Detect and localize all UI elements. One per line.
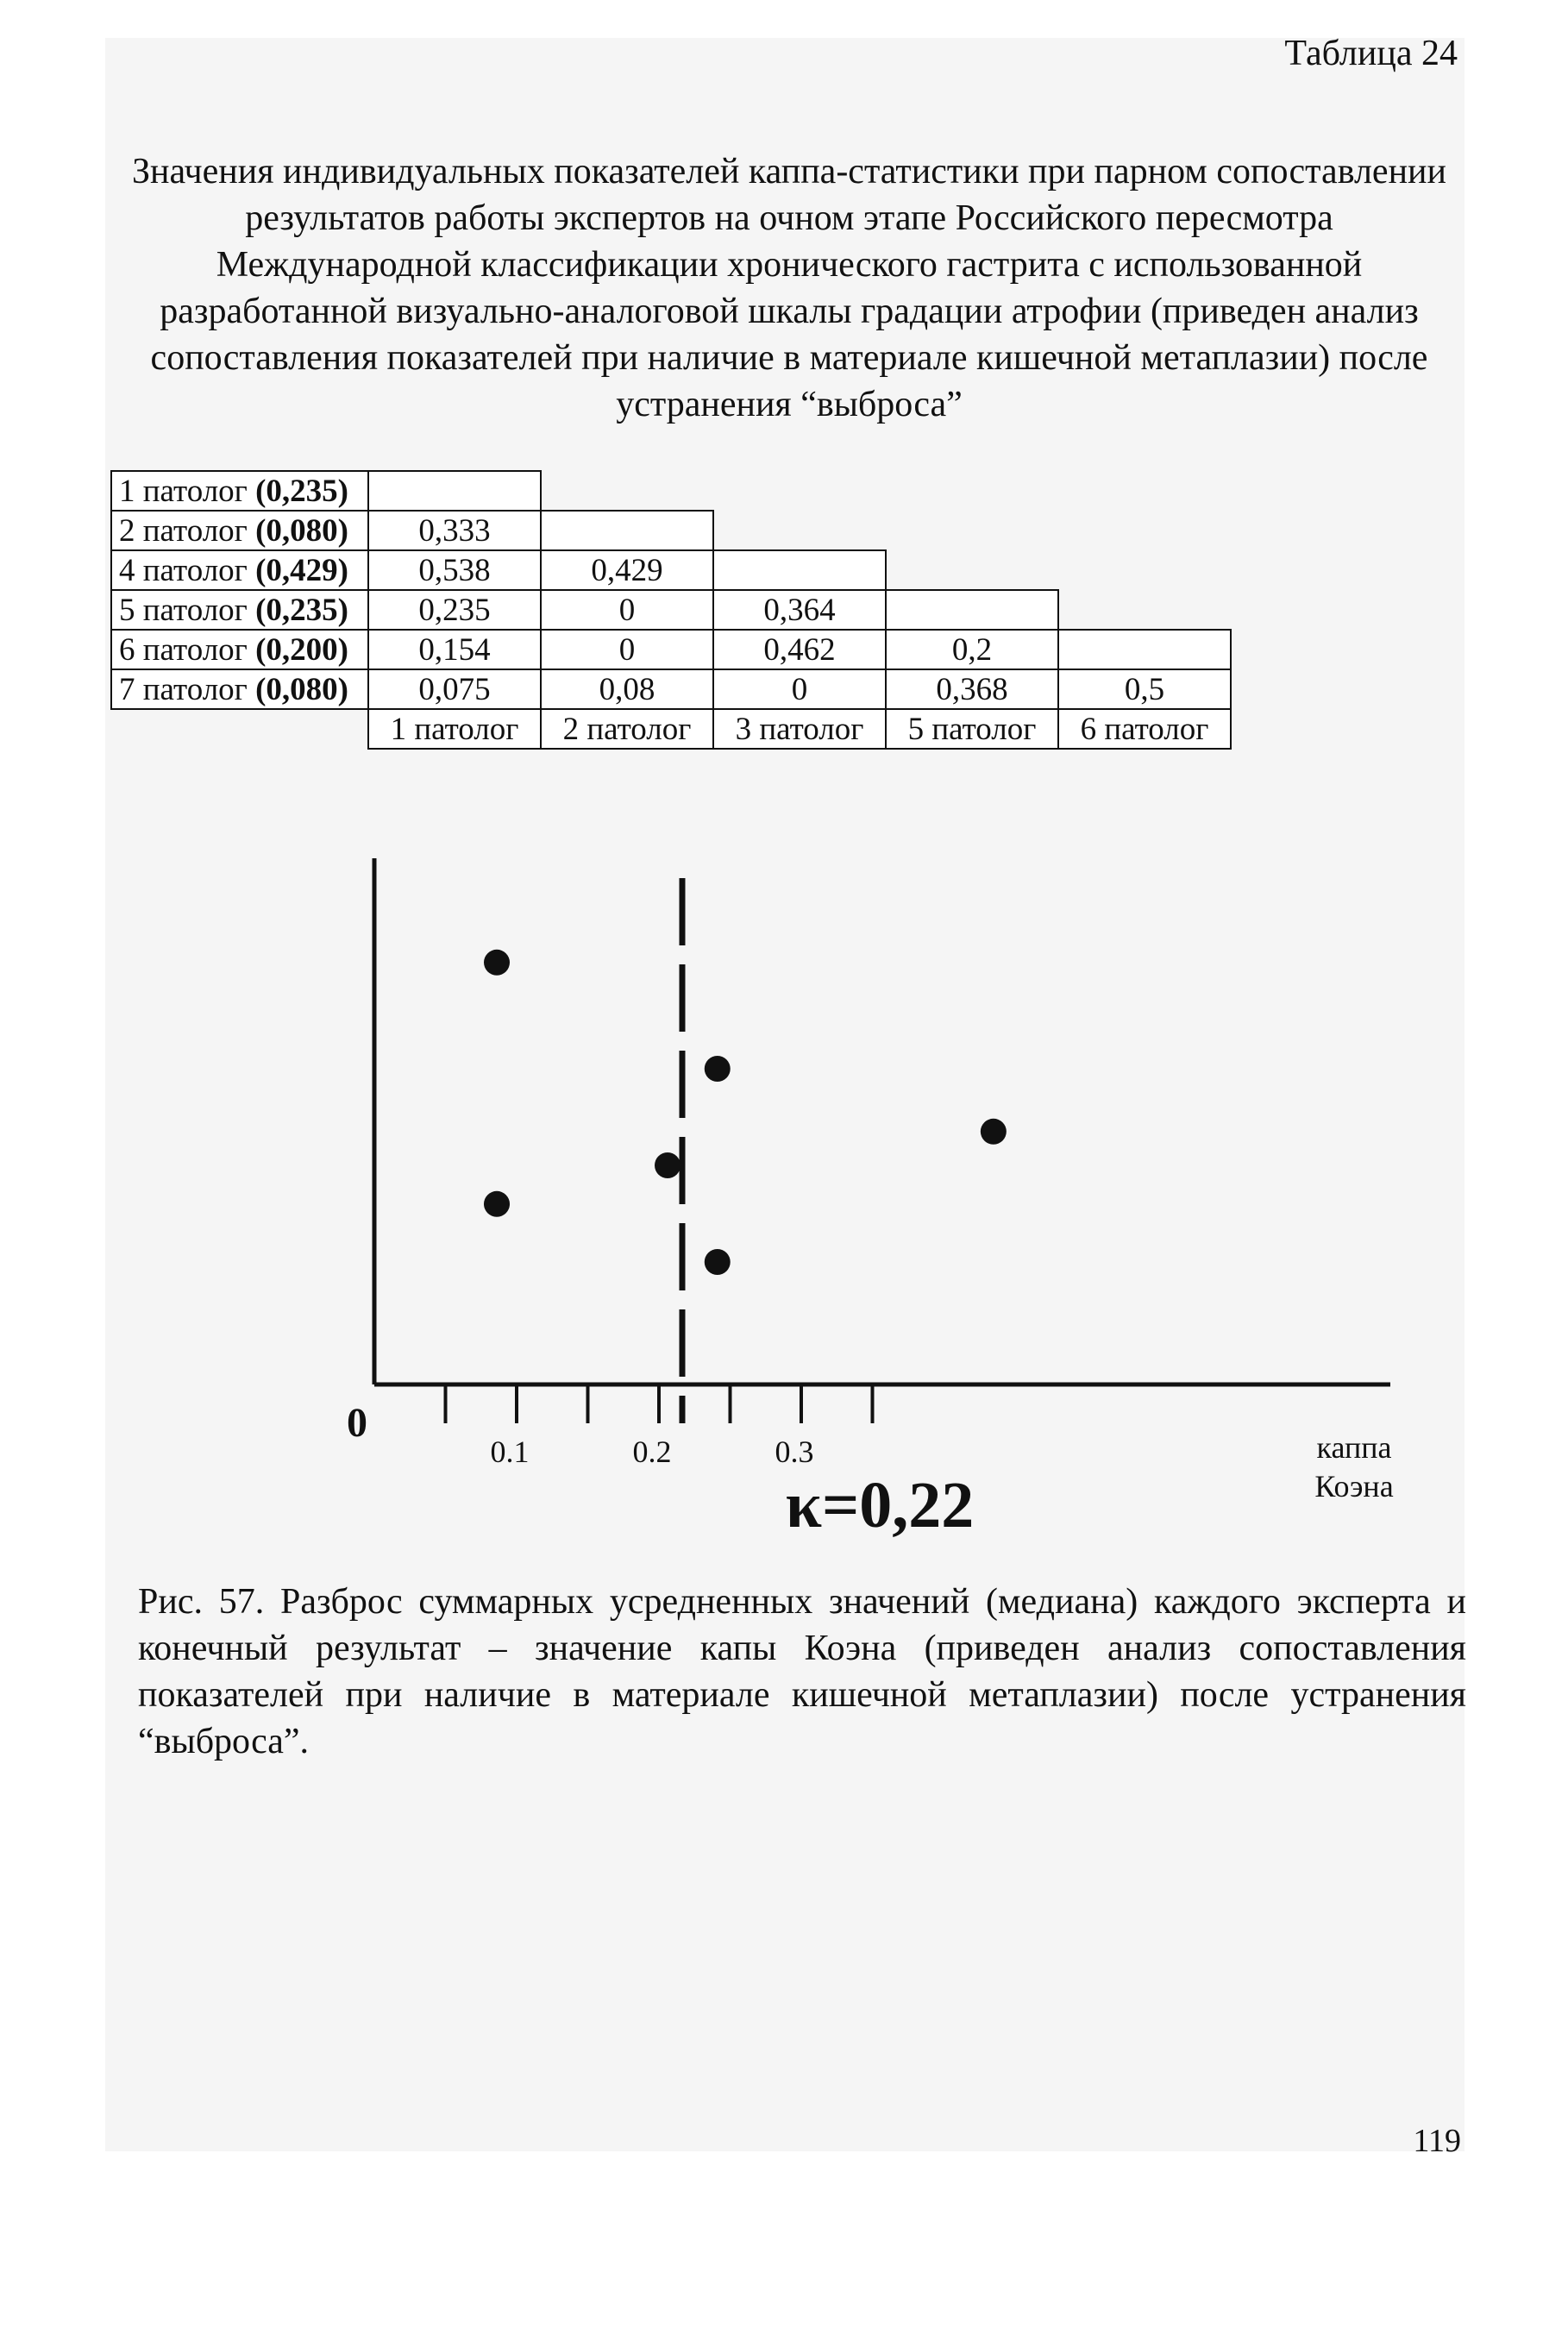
table-cell: 0,235 bbox=[368, 590, 541, 630]
table-cell: 0,538 bbox=[368, 550, 541, 590]
table-cell: 0 bbox=[541, 590, 713, 630]
row-header-score: (0,080) bbox=[255, 671, 349, 707]
column-header: 5 патолог bbox=[886, 709, 1058, 749]
row-header-name: 6 патолог bbox=[119, 631, 256, 668]
table-cell: 0 bbox=[713, 669, 886, 709]
x-axis-label: каппа bbox=[1316, 1430, 1392, 1465]
column-header: 2 патолог bbox=[541, 709, 713, 749]
x-tick-label: 0 bbox=[347, 1400, 367, 1446]
row-header-name: 5 патолог bbox=[119, 592, 256, 628]
row-header-score: (0,235) bbox=[255, 592, 349, 628]
data-point bbox=[484, 1191, 510, 1217]
row-header-name: 2 патолог bbox=[119, 512, 256, 549]
x-axis-label: Коэна bbox=[1314, 1469, 1394, 1503]
table-cell: 0,462 bbox=[713, 630, 886, 669]
data-point bbox=[655, 1152, 681, 1178]
table-cell: 0,364 bbox=[713, 590, 886, 630]
data-point bbox=[484, 950, 510, 976]
row-header-name: 1 патолог bbox=[119, 473, 256, 509]
row-header-name: 4 патолог bbox=[119, 552, 256, 588]
figure-caption: Рис. 57. Разброс суммарных усредненных значений (медиана) каждого эксперта и конечный результат – значение капы Коэна (приведен анализ сопоставления показателей при наличие в материале кишечной метаплазии) после устранения “выброса”. bbox=[138, 1582, 1466, 1761]
table-cell: 0,2 bbox=[886, 630, 1058, 669]
table-cell: 0,154 bbox=[368, 630, 541, 669]
table-cell: 0 bbox=[541, 630, 713, 669]
table-cell: 0,333 bbox=[368, 511, 541, 550]
data-point bbox=[705, 1249, 731, 1275]
table-caption: Значения индивидуальных показателей каппа-статистики при парном сопоставлении результатов работы экспертов на очном этапе Российского пересмотра Международной классификации хронического гастрита с использованной разработанной визуально-аналоговой шкалы градации атрофии (приведен анализ сопоставления показателей при наличие в материале кишечной метаплазии) после устранения “выброса” bbox=[132, 152, 1446, 424]
x-tick-label: 0.3 bbox=[775, 1434, 814, 1469]
row-header-score: (0,080) bbox=[255, 512, 349, 549]
row-header-score: (0,200) bbox=[255, 631, 349, 668]
row-header-name: 7 патолог bbox=[119, 671, 256, 707]
row-header-score: (0,429) bbox=[255, 552, 349, 588]
column-header: 6 патолог bbox=[1058, 709, 1231, 749]
table-cell: 0,429 bbox=[541, 550, 713, 590]
table-cell: 0,5 bbox=[1058, 669, 1231, 709]
x-tick-label: 0.1 bbox=[490, 1434, 530, 1469]
kappa-reference-label: κ=0,22 bbox=[785, 1469, 975, 1541]
page-number: 119 bbox=[1413, 2123, 1461, 2159]
table-cell: 0,08 bbox=[541, 669, 713, 709]
table-cell: 0,075 bbox=[368, 669, 541, 709]
data-point bbox=[981, 1119, 1007, 1145]
x-tick-label: 0.2 bbox=[632, 1434, 672, 1469]
column-header: 1 патолог bbox=[368, 709, 541, 749]
table-label: Таблица 24 bbox=[1284, 34, 1458, 73]
row-header-score: (0,235) bbox=[255, 473, 349, 509]
column-header: 3 патолог bbox=[713, 709, 886, 749]
data-point bbox=[705, 1056, 731, 1082]
table-cell: 0,368 bbox=[886, 669, 1058, 709]
